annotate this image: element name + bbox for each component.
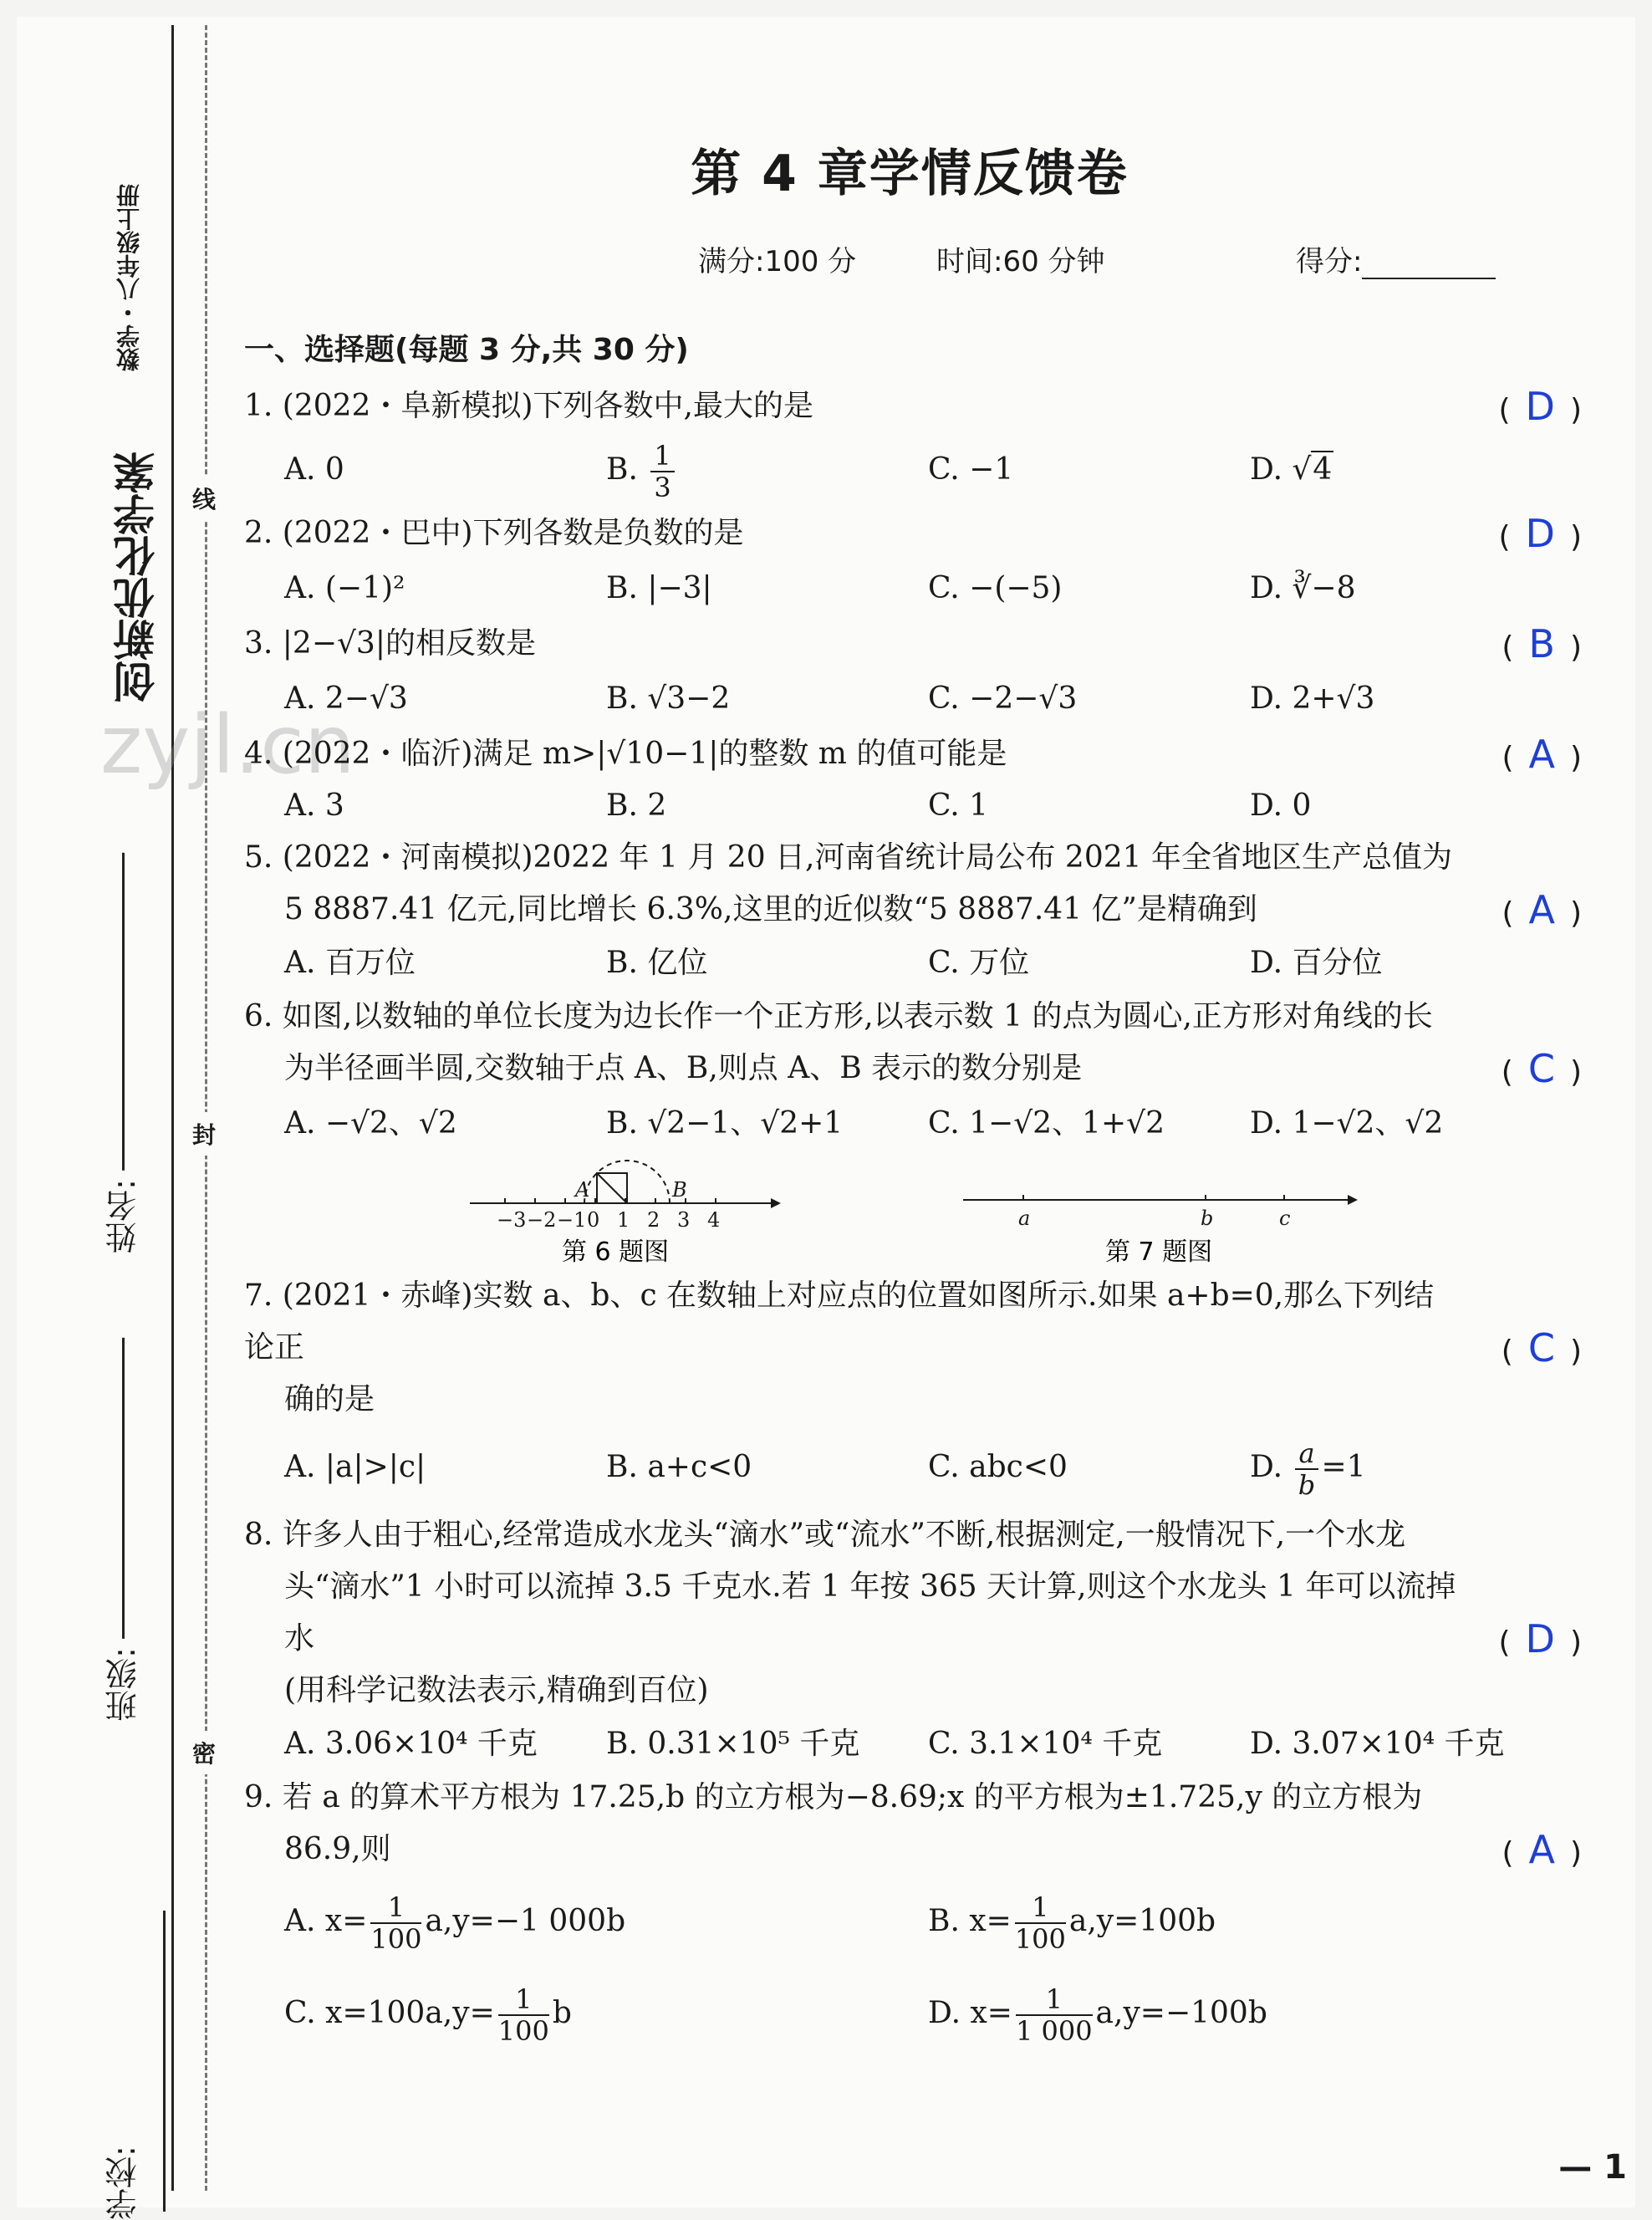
answer-2: ( D ) [1498, 511, 1582, 556]
seal-mi: 密 [192, 1731, 216, 1774]
answer-3: ( B ) [1502, 621, 1582, 666]
cut-line [205, 25, 207, 2191]
figure-6-number-line [244, 1153, 1582, 1270]
tick-label: −3 [497, 1208, 527, 1232]
option-b: B. |−3| [606, 571, 712, 605]
tick-label: −2 [527, 1208, 557, 1232]
option-b: B. √3−2 [606, 681, 731, 716]
option-d: D. x= $\frac{1}{1 000}$ a,y=−100b [928, 1983, 1267, 2047]
score-label: 得分: [1296, 245, 1363, 278]
option-c: C. 万位 [928, 946, 1030, 980]
page-title: 第 4 章学情反馈卷 [691, 145, 1129, 203]
tick-label: −1 [557, 1208, 587, 1232]
option-c: C. −1 [928, 452, 1014, 487]
subject-label: 数学・八年级上册 [115, 184, 143, 371]
option-a: A. x= $\frac{1}{100}$ a,y=−1 000b [284, 1891, 626, 1955]
option-b: B. 亿位 [606, 946, 708, 980]
series-logo: 创新优化学案 [113, 452, 161, 702]
tick-label: 4 [707, 1208, 721, 1232]
option-c: C. x=100a,y= $\frac{1}{100}$ b [284, 1983, 572, 2047]
question-7: 7. (2021・赤峰)实数 a、b、c 在数轴上对应点的位置如图所示.如果 a+b=0,那么下列结论正 确的是 ( C ) A. |a|>|c| B. a+c<0 C. abc<0 D. $\frac{a}{b}$ =1 [244, 1270, 1582, 1509]
option-a: A. 3.06×10⁴ 千克 [284, 1727, 538, 1761]
question-list [244, 326, 1582, 2059]
answer-1: ( D ) [1498, 384, 1582, 429]
tick-label: 3 [677, 1208, 691, 1232]
question-9: 9. 若 a 的算术平方根为 17.25,b 的立方根为−8.69;x 的平方根为±1.725,y 的立方根为 86.9,则 ( A ) A. x= $\frac{1}{100}$ a,y=−1 000b B. x= $\frac{1}{100}$ a,y=100b C. x=100a,y= $\frac{1}{100}$ b D. x= $\frac{1}{1 000}$ a,y=−100b [244, 1772, 1582, 2059]
option-c: C. −2−√3 [928, 681, 1078, 716]
school-label: 学校: [105, 2146, 142, 2220]
watermark: zyjl.cn [100, 698, 355, 792]
option-b: B. $\frac{1}{3}$ [606, 432, 928, 508]
figure-7-caption: 第 7 题图 [1105, 1238, 1213, 1267]
option-d: D. 1−√2、√2 [1250, 1106, 1444, 1141]
section-title: 一、选择题(每题 3 分,共 30 分) [244, 333, 689, 367]
option-b: B. x= $\frac{1}{100}$ a,y=100b [928, 1891, 1216, 1955]
option-c: C. 1−√2、1+√2 [928, 1106, 1165, 1141]
point-a: a [1018, 1207, 1031, 1230]
answer-7: ( C ) [1501, 1325, 1582, 1370]
tick-label: 2 [647, 1208, 660, 1232]
option-b: B. 2 [606, 788, 667, 823]
option-d: D. 2+√3 [1250, 681, 1375, 716]
option-a: A. 2−√3 [284, 681, 408, 716]
point-b-label: B [672, 1178, 687, 1202]
option-d: D. $\frac{a}{b}$ =1 [1250, 1437, 1366, 1501]
option-d: D. 0 [1250, 788, 1312, 823]
school-field[interactable] [100, 1840, 183, 2220]
time-limit: 时间:60 分钟 [936, 245, 1105, 278]
option-c: C. 1 [928, 788, 989, 823]
option-a: A. 3 [284, 788, 344, 823]
answer-9: ( A ) [1502, 1827, 1582, 1872]
class-field[interactable] [100, 1338, 146, 1722]
name-label: 姓名: [105, 1179, 142, 1253]
point-b: b [1201, 1207, 1214, 1230]
question-8: 8. 许多人由于粗心,经常造成水龙头“滴水”或“流水”不断,根据测定,一般情况下,一个水龙 头“滴水”1 小时可以流掉 3.5 千克水.若 1 年按 365 天计算,则这个水龙头 1 年可以流掉水 (用科学记数法表示,精确到百位) ( D ) A. 3.06×10⁴ 千克 B. 0.31×10⁵ 千克 C. 3.1×10⁴ 千克 D. 3.07×10⁴ 千克 [244, 1509, 1582, 1772]
name-field[interactable] [100, 853, 146, 1253]
question-1: 1. (2022・阜新模拟)下列各数中,最大的是 ( D ) A. 0 B. $\frac{1}{3}$ C. −1 D. √4 [244, 380, 1582, 508]
figures-row [244, 1153, 1582, 1270]
option-a: A. |a|>|c| [284, 1450, 426, 1484]
full-score: 满分:100 分 [698, 245, 857, 278]
option-c: C. abc<0 [928, 1450, 1068, 1484]
question-6: 6. 如图,以数轴的单位长度为边长作一个正方形,以表示数 1 的点为圆心,正方形对角线的长 为半径画半圆,交数轴于点 A、B,则点 A、B 表示的数分别是 ( C ) A. −√2、√2 B. √2−1、√2+1 C. 1−√2、1+√2 D. 1−√2、√2 [244, 991, 1582, 1153]
answer-8: ( D ) [1498, 1616, 1582, 1661]
seal-feng: 封 [192, 1112, 216, 1156]
option-a: A. 0 [284, 452, 344, 487]
option-c: C. 3.1×10⁴ 千克 [928, 1727, 1163, 1761]
class-label: 班级: [105, 1647, 142, 1722]
score-field[interactable] [1296, 238, 1496, 279]
option-d: D. 3.07×10⁴ 千克 [1250, 1727, 1505, 1761]
tick-label: 0 [587, 1208, 600, 1232]
option-d: D. ∛−8 [1250, 571, 1356, 605]
option-a: A. (−1)² [284, 571, 405, 605]
option-a: A. −√2、√2 [284, 1106, 457, 1141]
answer-4: ( A ) [1502, 732, 1582, 777]
question-4: 4. (2022・临沂)满足 m>|√10−1|的整数 m 的值可能是 ( A ) A. 3 B. 2 C. 1 D. 0 [244, 728, 1582, 832]
answer-5: ( A ) [1502, 887, 1582, 932]
seal-xian: 线 [192, 477, 216, 520]
question-3: 3. |2−√3|的相反数是 ( B ) A. 2−√3 B. √3−2 C. −2−√3 D. 2+√3 [244, 618, 1582, 728]
option-b: B. a+c<0 [606, 1450, 752, 1484]
option-b: B. 0.31×10⁵ 千克 [606, 1727, 860, 1761]
answer-6: ( C ) [1501, 1046, 1582, 1091]
option-d: D. 百分位 [1250, 946, 1383, 980]
page-number: — 1 [1558, 2148, 1627, 2187]
figure-6-caption: 第 6 题图 [562, 1238, 670, 1267]
option-c: C. −(−5) [928, 571, 1063, 605]
option-d: D. √4 [1250, 452, 1333, 487]
option-b: B. √2−1、√2+1 [606, 1106, 844, 1141]
question-2: 2. (2022・巴中)下列各数是负数的是 ( D ) A. (−1)² B. |−3| C. −(−5) D. ∛−8 [244, 508, 1582, 618]
point-a-label: A [575, 1178, 590, 1202]
question-5: 5. (2022・河南模拟)2022 年 1 月 20 日,河南省统计局公布 2021 年全省地区生产总值为 5 8887.41 亿元,同比增长 6.3%,这里的近似数“5 8887.41 亿”是精确到 ( A ) A. 百万位 B. 亿位 C. 万位 D. 百分位 [244, 832, 1582, 991]
point-c: c [1279, 1207, 1291, 1230]
tick-label: 1 [617, 1208, 630, 1232]
option-a: A. 百万位 [284, 946, 416, 980]
